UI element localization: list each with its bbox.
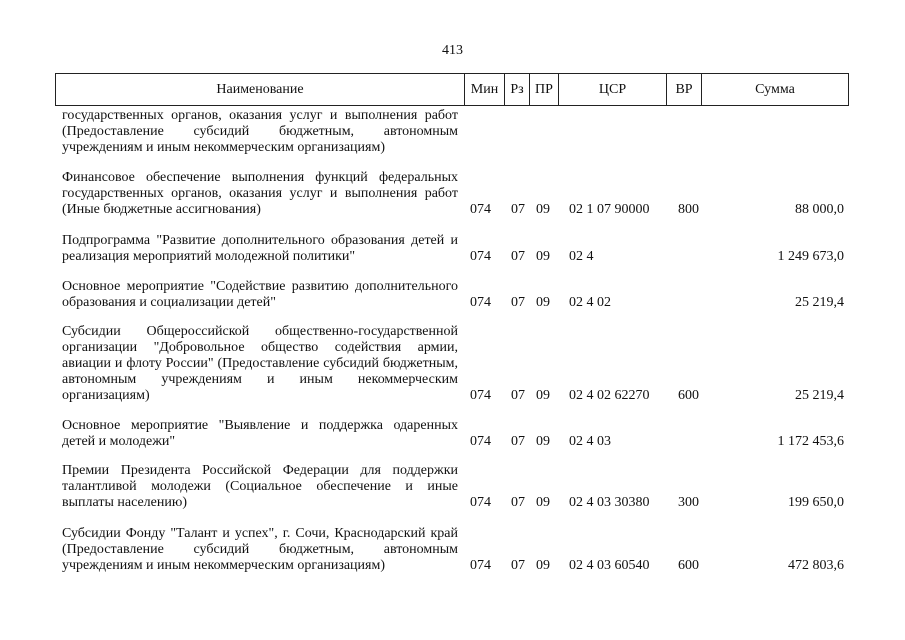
header-csr: ЦСР <box>559 74 667 105</box>
row-pr: 09 <box>536 495 550 510</box>
row-rz: 07 <box>511 249 525 264</box>
row-csr: 02 4 03 <box>569 434 611 449</box>
row-min: 074 <box>470 388 491 403</box>
row-vr: 800 <box>678 202 699 217</box>
row-rz: 07 <box>511 558 525 573</box>
page-number: 413 <box>442 43 463 58</box>
table-row <box>0 324 905 404</box>
row-name: государственных органов, оказания услуг и выполнения работ (Предоставление субсидий бюджетным, автономным учреждениям и иным некоммерческим организациям) <box>62 108 458 155</box>
row-csr: 02 4 03 30380 <box>569 495 650 510</box>
row-rz: 07 <box>511 495 525 510</box>
table-row <box>0 170 905 218</box>
row-name: Основное мероприятие "Содействие развитию дополнительного образования и социализации детей" <box>62 279 458 310</box>
row-name: Подпрограмма "Развитие дополнительного образования детей и реализация мероприятий молодежной политики" <box>62 233 458 264</box>
row-min: 074 <box>470 434 491 449</box>
row-sum: 25 219,4 <box>795 295 844 310</box>
table-row <box>0 233 905 265</box>
header-sum: Сумма <box>755 81 795 97</box>
row-csr: 02 1 07 90000 <box>569 202 650 217</box>
row-pr: 09 <box>536 249 550 264</box>
row-name: Премии Президента Российской Федерации для поддержки талантливой молодежи (Социальное обеспечение и иные выплаты населению) <box>62 463 458 510</box>
row-sum: 25 219,4 <box>795 388 844 403</box>
row-name: Финансовое обеспечение выполнения функций федеральных государственных органов, оказания услуг и выполнения работ (Иные бюджетные ассигнования) <box>62 170 458 217</box>
row-vr: 600 <box>678 388 699 403</box>
row-pr: 09 <box>536 202 550 217</box>
row-sum: 199 650,0 <box>788 495 844 510</box>
row-rz: 07 <box>511 388 525 403</box>
row-pr: 09 <box>536 295 550 310</box>
header-vr: ВР <box>667 74 702 105</box>
row-min: 074 <box>470 249 491 264</box>
row-csr: 02 4 02 <box>569 295 611 310</box>
table-header <box>55 73 849 106</box>
table-row <box>0 279 905 311</box>
row-sum: 472 803,6 <box>788 558 844 573</box>
row-rz: 07 <box>511 202 525 217</box>
header-rz: Рз <box>505 74 530 105</box>
row-min: 074 <box>470 558 491 573</box>
row-min: 074 <box>470 202 491 217</box>
row-sum: 88 000,0 <box>795 202 844 217</box>
row-min: 074 <box>470 495 491 510</box>
header-name: Наименование <box>56 74 465 105</box>
header-pr: ПР <box>530 74 559 105</box>
row-csr: 02 4 02 62270 <box>569 388 650 403</box>
row-pr: 09 <box>536 558 550 573</box>
row-name: Субсидии Фонду "Талант и успех", г. Сочи, Краснодарский край (Предоставление субсидий бюджетным, автономным учреждениям и иным некоммерческим организациям) <box>62 526 458 573</box>
row-csr: 02 4 <box>569 249 594 264</box>
row-rz: 07 <box>511 434 525 449</box>
row-rz: 07 <box>511 295 525 310</box>
row-sum: 1 172 453,6 <box>777 434 844 449</box>
row-vr: 600 <box>678 558 699 573</box>
header-min: Мин <box>465 74 505 105</box>
row-name: Субсидии Общероссийской общественно-государственной организации "Добровольное общество содействия армии, авиации и флоту России" (Предоставление субсидий бюджетным, автономным учреждениям и иным некоммерческим организациям) <box>62 324 458 403</box>
row-pr: 09 <box>536 434 550 449</box>
row-sum: 1 249 673,0 <box>777 249 844 264</box>
table-row <box>0 526 905 574</box>
table-row <box>0 463 905 511</box>
table-row <box>0 108 905 156</box>
table-row <box>0 418 905 450</box>
row-csr: 02 4 03 60540 <box>569 558 650 573</box>
row-min: 074 <box>470 295 491 310</box>
row-vr: 300 <box>678 495 699 510</box>
row-name: Основное мероприятие "Выявление и поддержка одаренных детей и молодежи" <box>62 418 458 449</box>
row-pr: 09 <box>536 388 550 403</box>
